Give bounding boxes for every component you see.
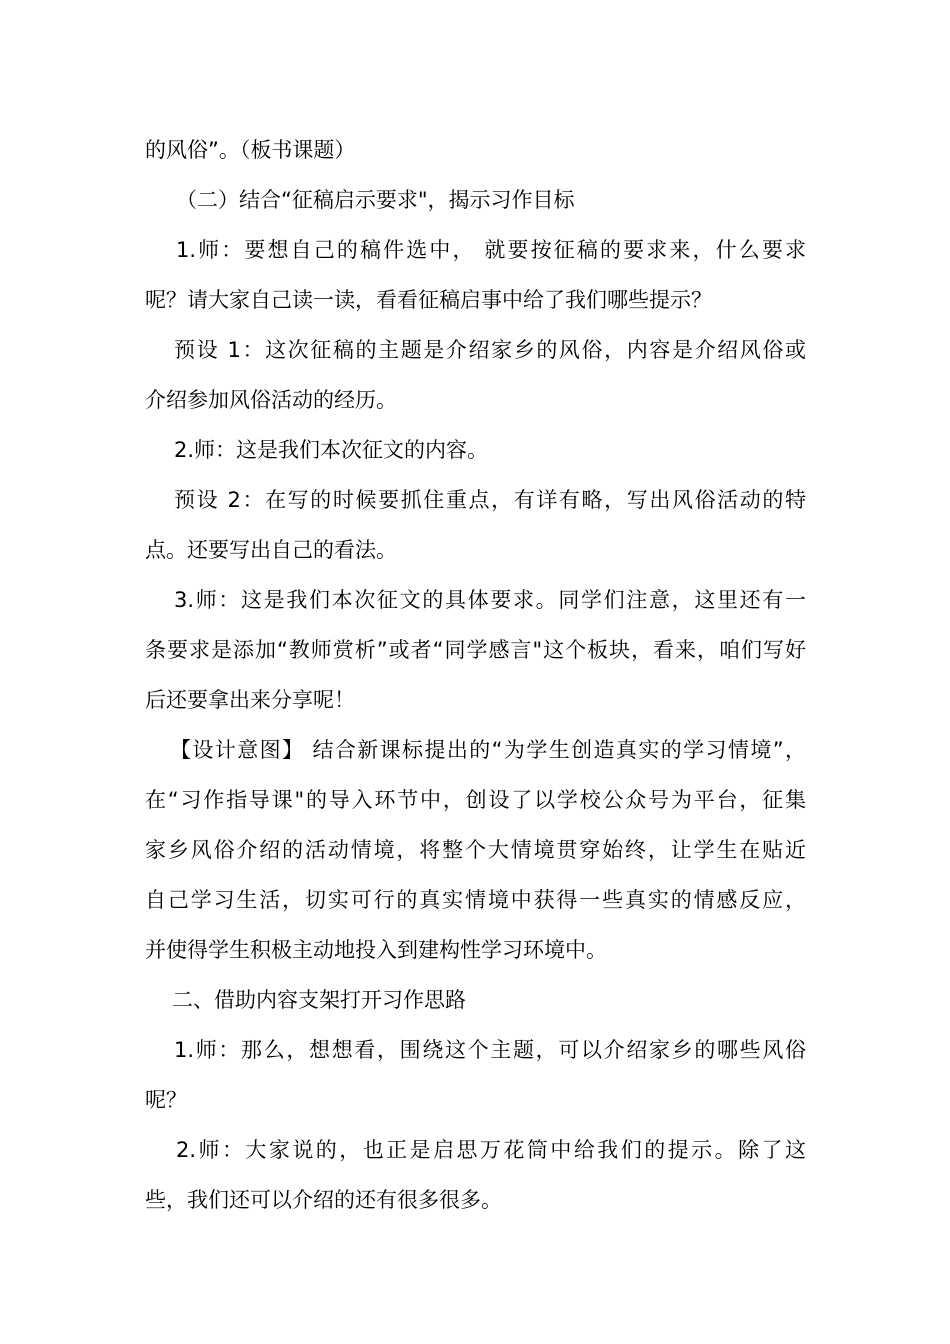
text-line: 后还要拿出来分享呢！ [145,688,355,712]
text-line: 在“习作指导课"的导入环节中，创设了以学校公众号为平台，征集 [145,788,806,812]
text-line: 预设 1：这次征稿的主题是介绍家乡的风俗，内容是介绍风俗或 [174,338,806,362]
text-line: 点。还要写出自己的看法。 [145,538,397,562]
text-line: 2.师：这是我们本次征文的内容。 [174,438,489,462]
text-line: 1.师：要想自己的稿件选中， 就要按征稿的要求来，什么要求 [176,238,806,262]
text-line: 【设计意图】 结合新课标提出的“为学生创造真实的学习情境”， [170,738,806,762]
text-line: 的风俗”。（板书课题） [145,138,356,162]
section-heading: （二）结合“征稿启示要求"，揭示习作目标 [176,188,575,212]
text-line: 家乡风俗介绍的活动情境，将整个大情境贯穿始终，让学生在贴近 [145,838,806,862]
text-line: 些，我们还可以介绍的还有很多很多。 [145,1188,502,1212]
text-line: 2.师：大家说的，也正是启思万花筒中给我们的提示。除了这 [176,1138,806,1162]
text-line: 1.师：那么，想想看，围绕这个主题，可以介绍家乡的哪些风俗 [174,1038,806,1062]
text-line: 呢？ [145,1088,187,1112]
text-line: 介绍参加风俗活动的经历。 [145,388,397,412]
text-line: 条要求是添加“教师赏析”或者“同学感言"这个板块，看来，咱们写好 [145,638,806,662]
text-line: 预设 2：在写的时候要抓住重点，有详有略，写出风俗活动的特 [174,488,806,512]
text-line: 呢？请大家自己读一读，看看征稿启事中给了我们哪些提示？ [145,288,712,312]
text-line: 自己学习生活，切实可行的真实情境中获得一些真实的情感反应， [145,888,806,912]
text-line: 3.师：这是我们本次征文的具体要求。同学们注意，这里还有一 [174,588,806,612]
section-heading: 二、借助内容支架打开习作思路 [172,988,466,1012]
text-line: 并使得学生积极主动地投入到建构性学习环境中。 [145,938,607,962]
